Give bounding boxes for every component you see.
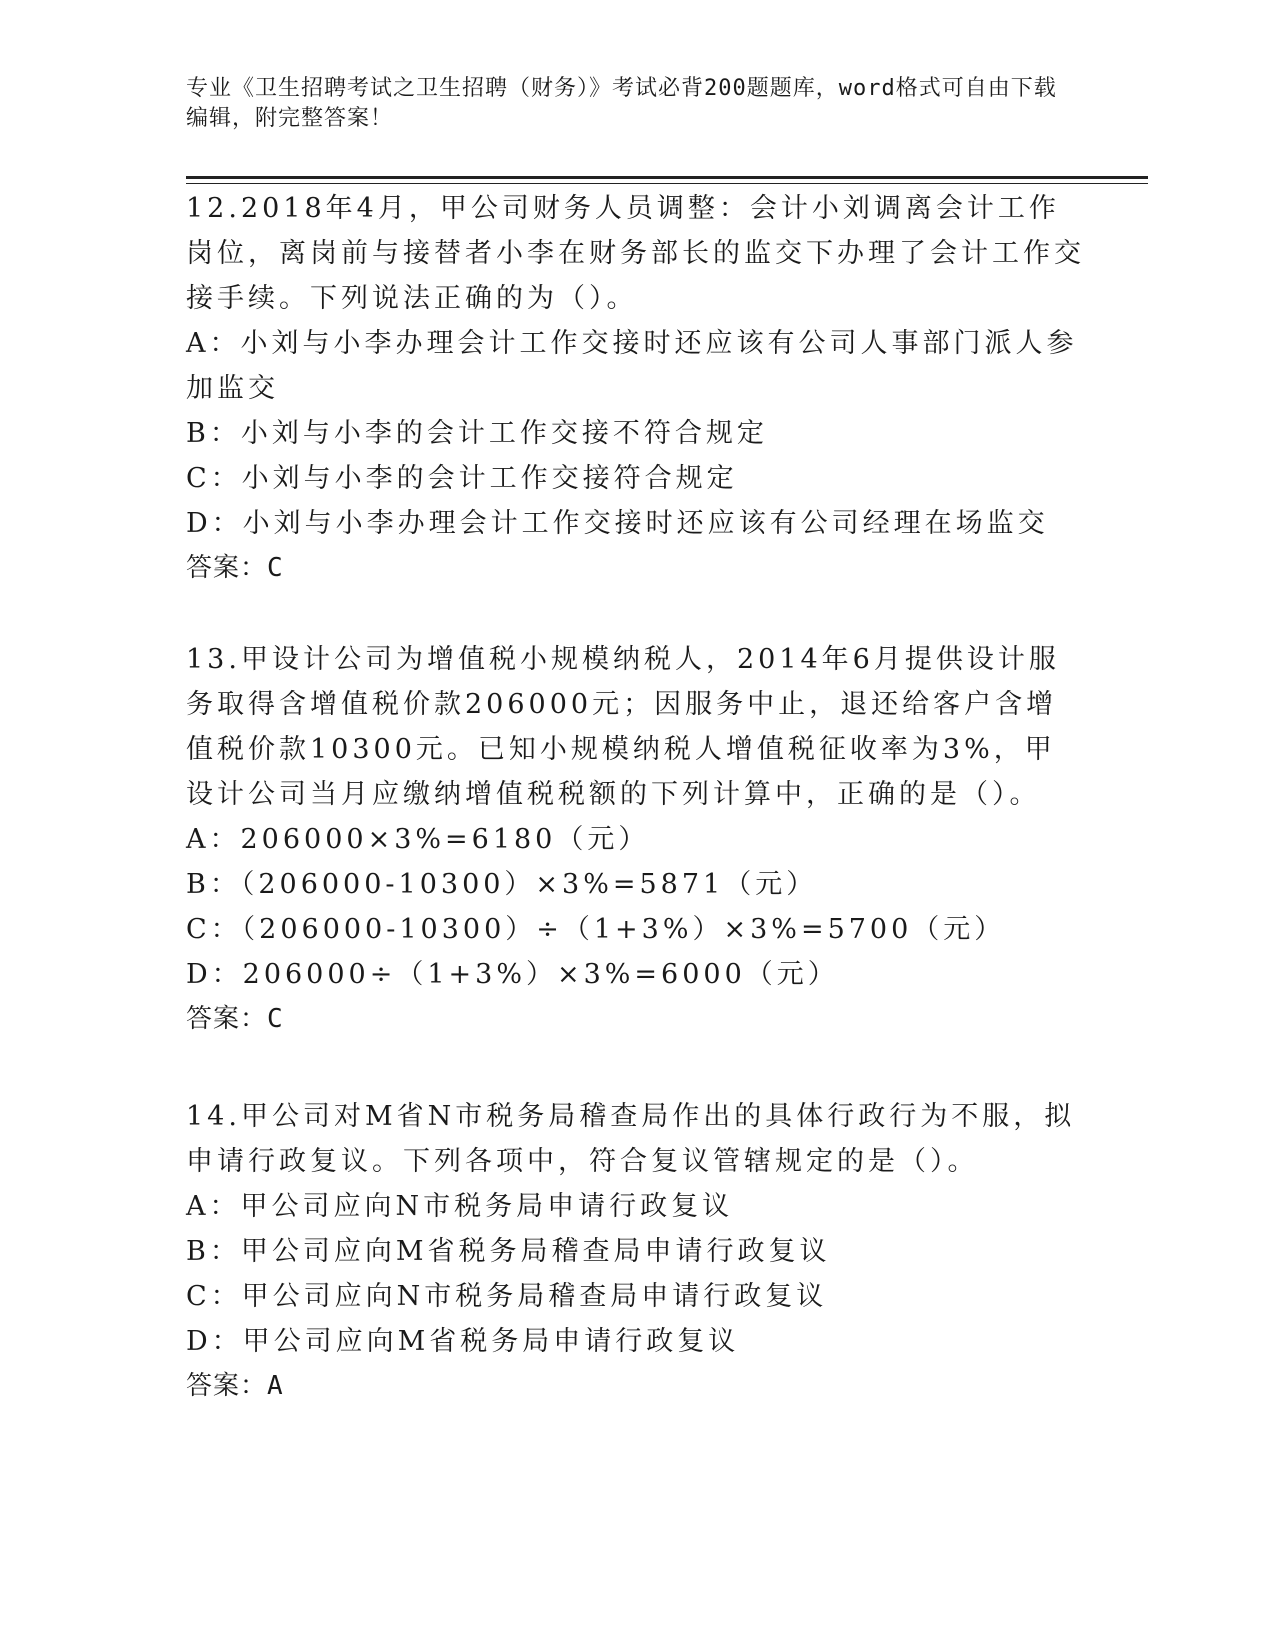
option-a: A：206000×3%=6180（元） [186,824,650,855]
question-13 [186,637,1086,1042]
question-12 [186,186,1086,591]
question-stem: 12.2018年4月，甲公司财务人员调整：会计小刘调离会计工作岗位，离岗前与接替者小李在财务部长的监交下办理了会计工作交接手续。下列说法正确的为（）。 [186,193,1085,314]
header-divider-thick [186,176,1148,179]
option-c: C：（206000-10300）÷（1+3%）×3%=5700（元） [186,914,1006,945]
question-stem: 14.甲公司对M省N市税务局稽查局作出的具体行政行为不服，拟申请行政复议。下列各项中，符合复议管辖规定的是（）。 [186,1101,1076,1177]
document-header: 专业《卫生招聘考试之卫生招聘（财务）》考试必背200题题库，word格式可自由下载编辑，附完整答案！ [186,76,1057,131]
option-b: B：（206000-10300）×3%=5871（元） [186,869,818,900]
option-d: D：甲公司应向M省税务局申请行政复议 [186,1326,740,1357]
option-c: C：小刘与小李的会计工作交接符合规定 [186,463,738,494]
question-stem: 13.甲设计公司为增值税小规模纳税人，2014年6月提供设计服务取得含增值税价款206000元；因服务中止，退还给客户含增值税价款10300元。已知小规模纳税人增值税征收率为3%，甲设计公司当月应缴纳增值税税额的下列计算中，正确的是（）。 [186,644,1060,810]
option-c: C：甲公司应向N市税务局稽查局申请行政复议 [186,1281,828,1312]
answer: 答案：C [186,1004,284,1034]
option-b: B：甲公司应向M省税务局稽查局申请行政复议 [186,1236,831,1267]
answer: 答案：A [186,1371,284,1401]
option-d: D：小刘与小李办理会计工作交接时还应该有公司经理在场监交 [186,508,1049,539]
option-d: D：206000÷（1+3%）×3%=6000（元） [186,959,839,990]
option-a: A：甲公司应向N市税务局申请行政复议 [186,1191,734,1222]
option-b: B：小刘与小李的会计工作交接不符合规定 [186,418,768,449]
answer: 答案：C [186,553,284,583]
header-divider-thin [186,183,1148,184]
option-a: A：小刘与小李办理会计工作交接时还应该有公司人事部门派人参加监交 [186,328,1078,404]
question-14 [186,1094,1086,1409]
